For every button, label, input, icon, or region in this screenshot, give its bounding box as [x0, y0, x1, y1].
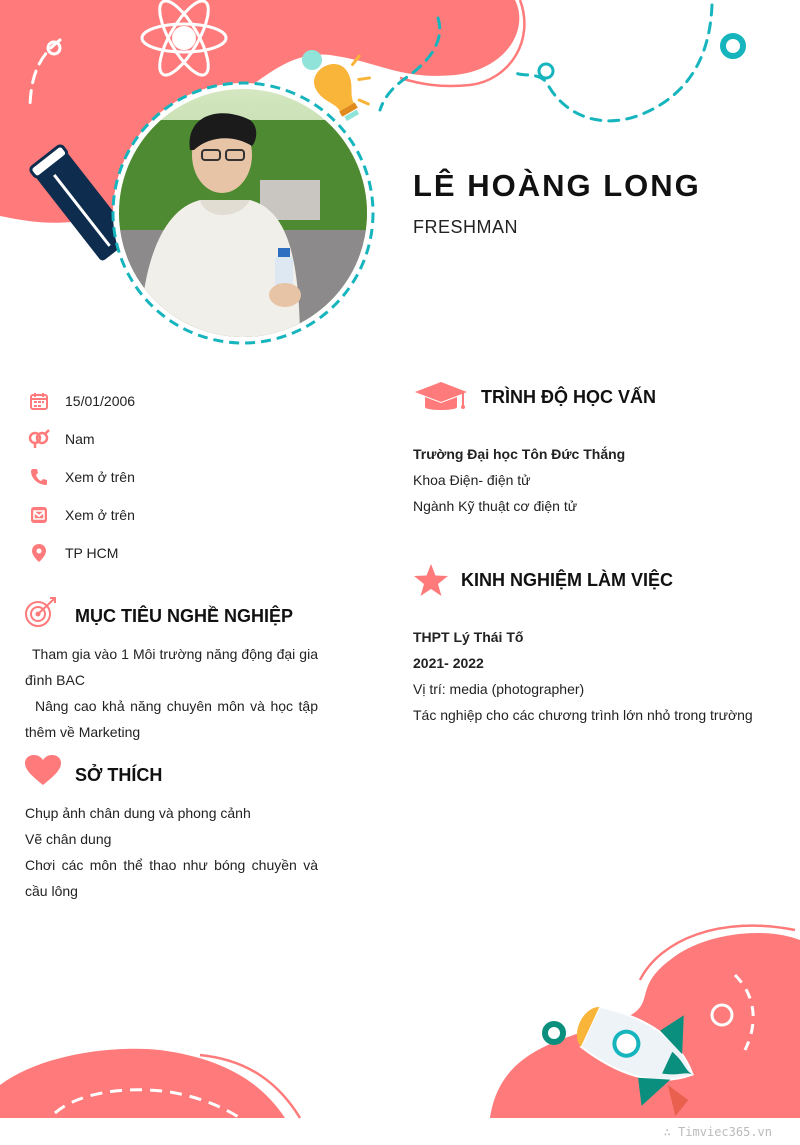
- profile-photo: [110, 80, 376, 346]
- contact-info: [28, 382, 328, 572]
- company-name: THPT Lý Thái Tố: [413, 629, 524, 645]
- hobby-item: Chụp ảnh chân dung và phong cảnh: [25, 805, 251, 821]
- candidate-position: FRESHMAN: [413, 217, 519, 237]
- job-position: Vị trí: media (photographer): [413, 681, 585, 697]
- contact-gender-row: [28, 420, 328, 458]
- candidate-name: LÊ HOÀNG LONG: [413, 168, 701, 203]
- school-name: Trường Đại học Tôn Đức Thắng: [413, 446, 626, 462]
- faculty-name: Khoa Điện- điện tử: [413, 472, 531, 488]
- objective-line: Nâng cao khả năng chuyên môn và học tập thêm về Marketing: [25, 698, 318, 740]
- star-icon: [413, 563, 449, 602]
- target-icon: [24, 596, 58, 635]
- experience-title: KINH NGHIỆM LÀM VIỆC: [461, 570, 674, 590]
- hobby-item: Vẽ chân dung: [25, 831, 112, 847]
- hobbies-title: SỞ THÍCH: [75, 765, 163, 785]
- objective-title: MỤC TIÊU NGHỀ NGHIỆP: [75, 606, 294, 626]
- major-name: Ngành Kỹ thuật cơ điện tử: [413, 498, 578, 514]
- phone-icon: [28, 466, 50, 488]
- contact-email-row: [28, 496, 328, 534]
- graduation-cap-icon: [413, 380, 469, 419]
- hobby-item: Chơi các môn thể thao như bóng chuyền và cầu lông: [25, 857, 318, 899]
- heart-icon: [24, 754, 62, 791]
- experience-content: [413, 624, 783, 728]
- objective-line: Tham gia vào 1 Môi trường năng động đại gia đình BAC: [25, 646, 318, 688]
- gender-icon: [28, 428, 50, 450]
- contact-phone-row: [28, 458, 328, 496]
- hobbies-list: [25, 800, 318, 904]
- calendar-icon: [28, 390, 50, 412]
- contact-birthday-row: [28, 382, 328, 420]
- phone-text: Xem ở trên: [65, 469, 135, 485]
- gender-text: Nam: [65, 431, 95, 447]
- education-content: [413, 441, 773, 519]
- location-icon: [28, 542, 50, 564]
- address-text: TP HCM: [65, 545, 119, 561]
- objective-content: [25, 641, 318, 745]
- birthday-text: 15/01/2006: [65, 393, 136, 409]
- job-description: Tác nghiệp cho các chương trình lớn nhỏ trong trường: [413, 707, 753, 723]
- work-period: 2021- 2022: [413, 655, 484, 671]
- watermark: ∴ Timviec365.vn: [663, 1125, 772, 1139]
- email-text: Xem ở trên: [65, 507, 135, 523]
- contact-address-row: [28, 534, 328, 572]
- education-title: TRÌNH ĐỘ HỌC VẤN: [481, 387, 656, 407]
- email-icon: [28, 504, 50, 526]
